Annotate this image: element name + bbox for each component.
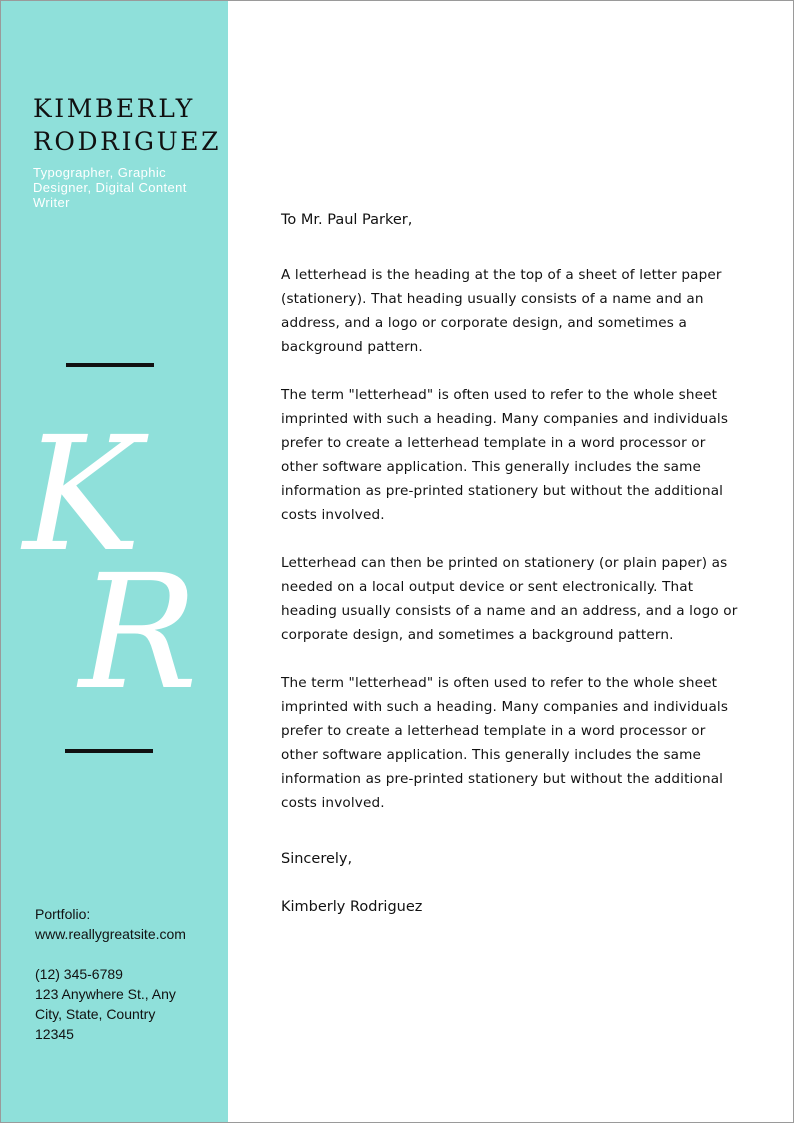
monogram-bottom-divider [65, 749, 153, 753]
monogram-letter-k: K [23, 403, 142, 587]
monogram-top-divider [66, 363, 154, 367]
monogram-letter-r: R [79, 541, 198, 725]
address-line-1: 123 Anywhere St., Any [35, 986, 176, 1002]
portfolio-label: Portfolio: [35, 906, 91, 922]
letter-paragraph-4: The term "letterhead" is often used to refer to the whole sheet imprinted with such a heading. Many companies and individuals prefer to create a letterhead template in a word processor or other software application. This generally includes the same information as pre-printed stationery but without the additional costs involved. [281, 675, 729, 811]
letter-paragraph-1: A letterhead is the heading at the top of a sheet of letter paper (stationery). That heading usually consists of a name and an address, and a logo or corporate design, and sometimes a background pattern. [281, 267, 722, 355]
portfolio-block [35, 904, 220, 944]
contact-block [35, 964, 220, 1044]
letter-closing: Sincerely, [281, 851, 353, 867]
sidebar-panel [1, 1, 228, 1123]
phone-number: (12) 345-6789 [35, 966, 123, 982]
letter-salutation: To Mr. Paul Parker, [281, 212, 413, 228]
sender-last-name: RODRIGUEZ [33, 127, 222, 156]
letter-signature: Kimberly Rodriguez [281, 899, 423, 915]
letter-paragraph-2: The term "letterhead" is often used to refer to the whole sheet imprinted with such a heading. Many companies and individuals prefer to create a letterhead template in a word processor or other software application. This generally includes the same information as pre-printed stationery but without the additional costs involved. [281, 387, 729, 523]
postal-code: 12345 [35, 1026, 74, 1042]
sender-job-title: Typographer, Graphic Designer, Digital Content Writer [33, 165, 187, 210]
portfolio-link[interactable]: www.reallygreatsite.com [35, 926, 186, 942]
sender-first-name: KIMBERLY [33, 94, 195, 123]
letter-paragraph-3: Letterhead can then be printed on stationery (or plain paper) as needed on a local output device or sent electronically. That heading usually consists of a name and an address, and a logo or corporate design, and sometimes a background pattern. [281, 555, 738, 643]
address-line-2: City, State, Country [35, 1006, 156, 1022]
